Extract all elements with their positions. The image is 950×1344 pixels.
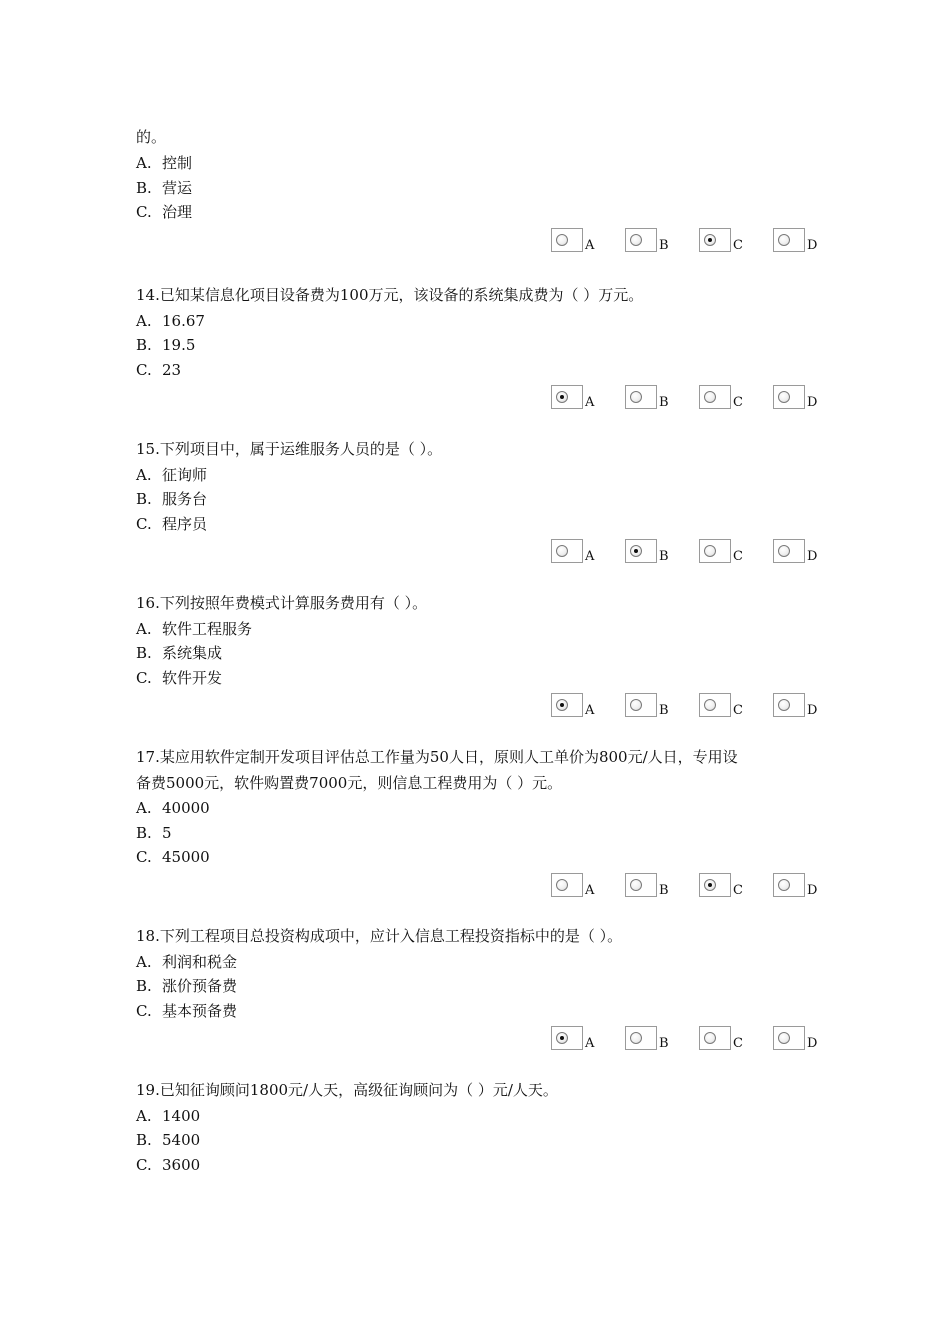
option-row (136, 1128, 826, 1152)
option-row (136, 463, 826, 487)
radio-button-c[interactable] (704, 699, 716, 711)
radio-button-d[interactable] (778, 391, 790, 403)
option-text: 1400 (162, 1106, 201, 1125)
question-line: 下列项目中，属于运维服务人员的是（ ）。 (159, 440, 443, 458)
option-row (136, 796, 826, 820)
option-text: 营运 (162, 178, 193, 197)
question-text (136, 745, 826, 769)
option-text: 3600 (162, 1155, 201, 1174)
radio-button-c[interactable] (704, 391, 716, 403)
question-text (136, 924, 826, 948)
choice-label: B (659, 1036, 669, 1051)
choice-label: A (585, 703, 595, 718)
choice-box (625, 539, 657, 563)
choice-box (773, 693, 805, 717)
choice-label: C (733, 1036, 743, 1051)
question-number: 18. (136, 927, 160, 945)
choice-label: A (585, 238, 595, 253)
radio-button-b[interactable] (630, 699, 642, 711)
radio-button-a[interactable] (556, 391, 568, 403)
choice-a[interactable] (551, 385, 599, 413)
option-row (136, 845, 826, 869)
choice-box (773, 228, 805, 252)
option-row (136, 487, 826, 511)
radio-button-b[interactable] (630, 879, 642, 891)
choice-box (625, 873, 657, 897)
choice-box (699, 385, 731, 409)
option-text: 控制 (162, 154, 193, 172)
choice-label: D (807, 703, 818, 718)
option-text: 5400 (162, 1131, 201, 1149)
option-letter: A. (136, 154, 152, 172)
option-row (136, 358, 826, 382)
option-row (136, 151, 826, 175)
option-row (136, 641, 826, 665)
radio-button-a[interactable] (556, 545, 568, 557)
choice-box (773, 385, 805, 409)
choice-label: D (807, 1036, 818, 1051)
question-number: 17. (136, 748, 160, 766)
choice-d[interactable] (773, 1026, 821, 1054)
option-letter: A. (136, 311, 152, 330)
option-letter: C. (136, 1001, 152, 1020)
question-number: 14. (136, 286, 160, 304)
question-number: 19. (136, 1081, 160, 1099)
option-row (136, 333, 826, 357)
choice-c[interactable] (699, 1026, 747, 1054)
radio-button-d[interactable] (778, 879, 790, 891)
question-text (136, 1078, 826, 1102)
option-text: 利润和税金 (162, 952, 238, 971)
question-15-answer-row (0, 539, 950, 567)
choice-label: D (807, 549, 818, 564)
option-letter: B. (136, 1131, 152, 1149)
choice-label: D (807, 238, 818, 253)
choice-label: D (807, 882, 818, 898)
question-16-answer-row (0, 693, 950, 721)
question-text: 的。 (136, 128, 167, 146)
radio-button-d[interactable] (778, 234, 790, 246)
option-row (136, 999, 826, 1023)
choice-box (773, 539, 805, 563)
option-text: 服务台 (162, 490, 208, 508)
choice-a[interactable] (551, 1026, 599, 1054)
option-text: 软件工程服务 (162, 619, 253, 638)
choice-box (551, 385, 583, 409)
choice-label: C (733, 549, 743, 564)
option-row (136, 176, 826, 200)
radio-button-d[interactable] (778, 545, 790, 557)
question-line: 已知征询顾问1800元/人天，高级征询顾问为（ ）元/人天。 (159, 1081, 558, 1099)
question-text (136, 437, 826, 461)
choice-label: B (659, 882, 669, 898)
option-text: 系统集成 (162, 644, 223, 662)
choice-a[interactable] (551, 228, 599, 256)
choice-c[interactable] (699, 539, 747, 567)
choice-label: D (807, 395, 818, 410)
choice-box (699, 228, 731, 252)
choice-c[interactable] (699, 873, 747, 901)
option-text: 45000 (162, 848, 210, 866)
radio-button-d[interactable] (778, 1032, 790, 1044)
option-letter: A. (136, 619, 152, 638)
option-row (136, 974, 826, 998)
radio-button-d[interactable] (778, 699, 790, 711)
option-letter: C. (136, 203, 152, 221)
radio-button-b[interactable] (630, 391, 642, 403)
question-number: 16. (136, 594, 160, 612)
choice-b[interactable] (625, 1026, 673, 1054)
choice-box (551, 1026, 583, 1050)
choice-a[interactable] (551, 693, 599, 721)
question-line: 下列工程项目总投资构成项中，应计入信息工程投资指标中的是（ ）。 (159, 927, 623, 945)
question-14-answer-row (0, 385, 950, 413)
question-text (136, 591, 826, 615)
option-row (136, 950, 826, 974)
option-letter: B. (136, 336, 152, 354)
choice-label: C (733, 703, 743, 718)
option-row (136, 617, 826, 641)
option-letter: B. (136, 823, 152, 842)
option-text: 治理 (162, 203, 193, 221)
option-row (136, 1104, 826, 1128)
choice-box (773, 873, 805, 897)
option-row (136, 200, 826, 224)
choice-label: B (659, 395, 669, 410)
radio-button-c[interactable] (704, 545, 716, 557)
choice-d[interactable] (773, 693, 821, 721)
radio-button-a[interactable] (556, 234, 568, 246)
question-number: 15. (136, 440, 160, 458)
choice-label: A (585, 549, 595, 564)
option-text: 16.67 (162, 311, 205, 330)
option-text: 40000 (162, 799, 210, 817)
radio-button-b[interactable] (630, 545, 642, 557)
radio-button-c[interactable] (704, 1032, 716, 1044)
choice-label: C (733, 395, 743, 410)
choice-box (625, 1026, 657, 1050)
choice-d[interactable] (773, 385, 821, 413)
option-letter: B. (136, 490, 152, 508)
option-row (136, 666, 826, 690)
choice-label: B (659, 238, 669, 253)
option-letter: C. (136, 360, 152, 379)
radio-button-a[interactable] (556, 879, 568, 891)
choice-c[interactable] (699, 385, 747, 413)
option-text: 基本预备费 (162, 1001, 238, 1020)
choice-b[interactable] (625, 539, 673, 567)
choice-a[interactable] (551, 873, 599, 901)
question-13-answer-row (0, 228, 950, 256)
choice-b[interactable] (625, 228, 673, 256)
question-17-answer-row (0, 873, 950, 901)
choice-d[interactable] (773, 873, 821, 901)
option-row (136, 1153, 826, 1177)
choice-b[interactable] (625, 693, 673, 721)
choice-label: B (659, 703, 669, 718)
choice-label: A (585, 1036, 595, 1051)
option-letter: A. (136, 952, 152, 971)
radio-button-c[interactable] (704, 879, 716, 891)
option-row (136, 309, 826, 333)
option-text: 软件开发 (162, 668, 223, 687)
option-letter: C. (136, 668, 152, 687)
choice-a[interactable] (551, 539, 599, 567)
option-letter: B. (136, 178, 152, 197)
option-letter: A. (136, 1106, 152, 1125)
choice-label: C (733, 882, 743, 898)
choice-d[interactable] (773, 228, 821, 256)
choice-box (625, 693, 657, 717)
radio-button-b[interactable] (630, 1032, 642, 1044)
choice-box (551, 228, 583, 252)
option-text: 19.5 (162, 336, 196, 354)
option-letter: B. (136, 977, 152, 995)
option-letter: A. (136, 799, 152, 817)
radio-button-a[interactable] (556, 1032, 568, 1044)
option-letter: C. (136, 514, 152, 533)
option-text: 23 (162, 360, 182, 379)
choice-box (625, 385, 657, 409)
option-letter: C. (136, 848, 152, 866)
choice-box (773, 1026, 805, 1050)
question-text (136, 283, 826, 307)
choice-label: B (659, 549, 669, 564)
choice-box (625, 228, 657, 252)
choice-b[interactable] (625, 385, 673, 413)
option-row (136, 821, 826, 845)
choice-label: A (585, 882, 595, 898)
radio-button-c[interactable] (704, 234, 716, 246)
choice-d[interactable] (773, 539, 821, 567)
choice-label: C (733, 238, 743, 253)
option-letter: B. (136, 644, 152, 662)
radio-button-b[interactable] (630, 234, 642, 246)
question-text-continued (136, 771, 826, 795)
radio-button-a[interactable] (556, 699, 568, 711)
choice-box (551, 693, 583, 717)
option-letter: C. (136, 1155, 152, 1174)
choice-c[interactable] (699, 693, 747, 721)
choice-box (699, 1026, 731, 1050)
choice-b[interactable] (625, 873, 673, 901)
option-text: 5 (162, 823, 172, 842)
option-text: 涨价预备费 (162, 977, 238, 995)
question-line: 下列按照年费模式计算服务费用有（ ）。 (159, 594, 428, 612)
option-text: 征询师 (162, 465, 208, 484)
question-line: 已知某信息化项目设备费为100万元，该设备的系统集成费为（ ）万元。 (159, 286, 644, 304)
choice-label: A (585, 395, 595, 410)
choice-box (699, 539, 731, 563)
choice-box (551, 539, 583, 563)
question-line: 某应用软件定制开发项目评估总工作量为50人日，原则人工单价为800元/人日，专用设 (159, 748, 738, 766)
option-letter: A. (136, 465, 152, 484)
option-text: 程序员 (162, 514, 208, 533)
choice-c[interactable] (699, 228, 747, 256)
question-18-answer-row (0, 1026, 950, 1054)
option-row (136, 512, 826, 536)
question-line: 备费5000元，软件购置费7000元，则信息工程费用为（ ）元。 (136, 773, 563, 792)
choice-box (699, 873, 731, 897)
choice-box (551, 873, 583, 897)
choice-box (699, 693, 731, 717)
